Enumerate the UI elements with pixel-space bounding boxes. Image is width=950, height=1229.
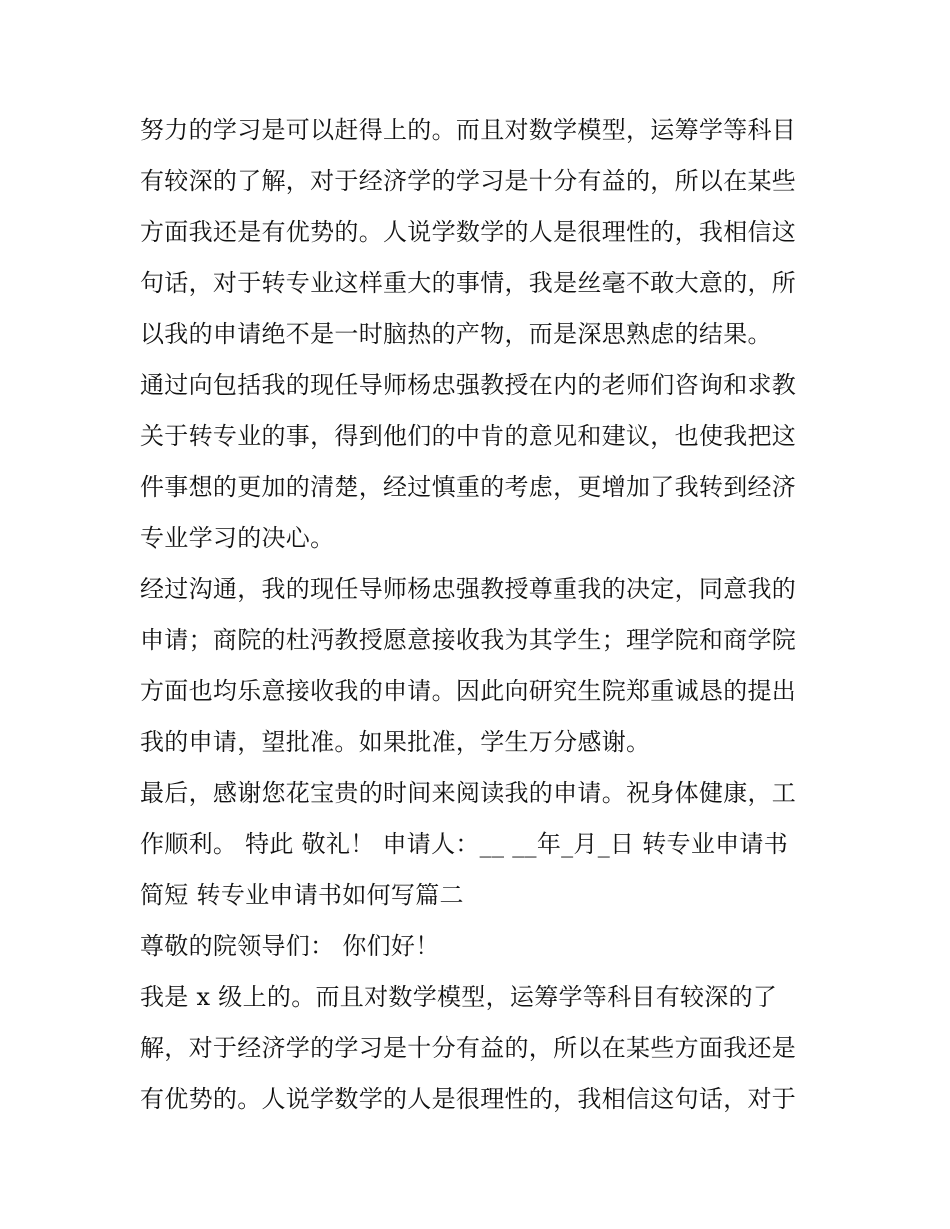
document-body [140, 105, 820, 1125]
text-line: 关于转专业的事，得到他们的中肯的意见和建议，也使我把这 [140, 422, 797, 450]
text-line: 最后，感谢您花宝贵的时间来阅读我的申请。祝身体健康，工 [140, 779, 797, 807]
text-line: 简短 转专业申请书如何写篇二 [140, 881, 464, 909]
text-line: 以我的申请绝不是一时脑热的产物，而是深思熟虑的结果。 [140, 320, 772, 348]
text-line: 我的申请，望批准。如果批准，学生万分感谢。 [140, 728, 651, 756]
text-line: 方面也均乐意接收我的申请。因此向研究生院郑重诚恳的提出 [140, 677, 797, 705]
text-line: 尊敬的院领导们： 你们好！ [140, 932, 440, 960]
text-line: 申请；商院的杜沔教授愿意接收我为其学生；理学院和商学院 [140, 626, 797, 654]
text-line: 经过沟通，我的现任导师杨忠强教授尊重我的决定，同意我的 [140, 575, 797, 603]
text-line: 通过向包括我的现任导师杨忠强教授在内的老师们咨询和求教 [140, 371, 797, 399]
text-line: 解，对于经济学的学习是十分有益的，所以在某些方面我还是 [140, 1034, 797, 1062]
text-line: 有较深的了解，对于经济学的学习是十分有益的，所以在某些 [140, 167, 797, 195]
text-line: 有优势的。人说学数学的人是很理性的，我相信这句话，对于 [140, 1085, 797, 1113]
text-line: 我是 x 级上的。而且对数学模型，运筹学等科目有较深的了 [140, 983, 778, 1011]
text-line: 句话，对于转专业这样重大的事情，我是丝毫不敢大意的，所 [140, 269, 797, 297]
text-line: 专业学习的决心。 [140, 524, 335, 552]
text-line: 方面我还是有优势的。人说学数学的人是很理性的，我相信这 [140, 218, 797, 246]
text-line: 努力的学习是可以赶得上的。而且对数学模型，运筹学等科目 [140, 116, 797, 144]
text-line: 件事想的更加的清楚，经过慎重的考虑，更增加了我转到经济 [140, 473, 797, 501]
text-line: 作顺利。 特此 敬礼！ 申请人：__ __年_月_日 转专业申请书 [140, 830, 789, 858]
